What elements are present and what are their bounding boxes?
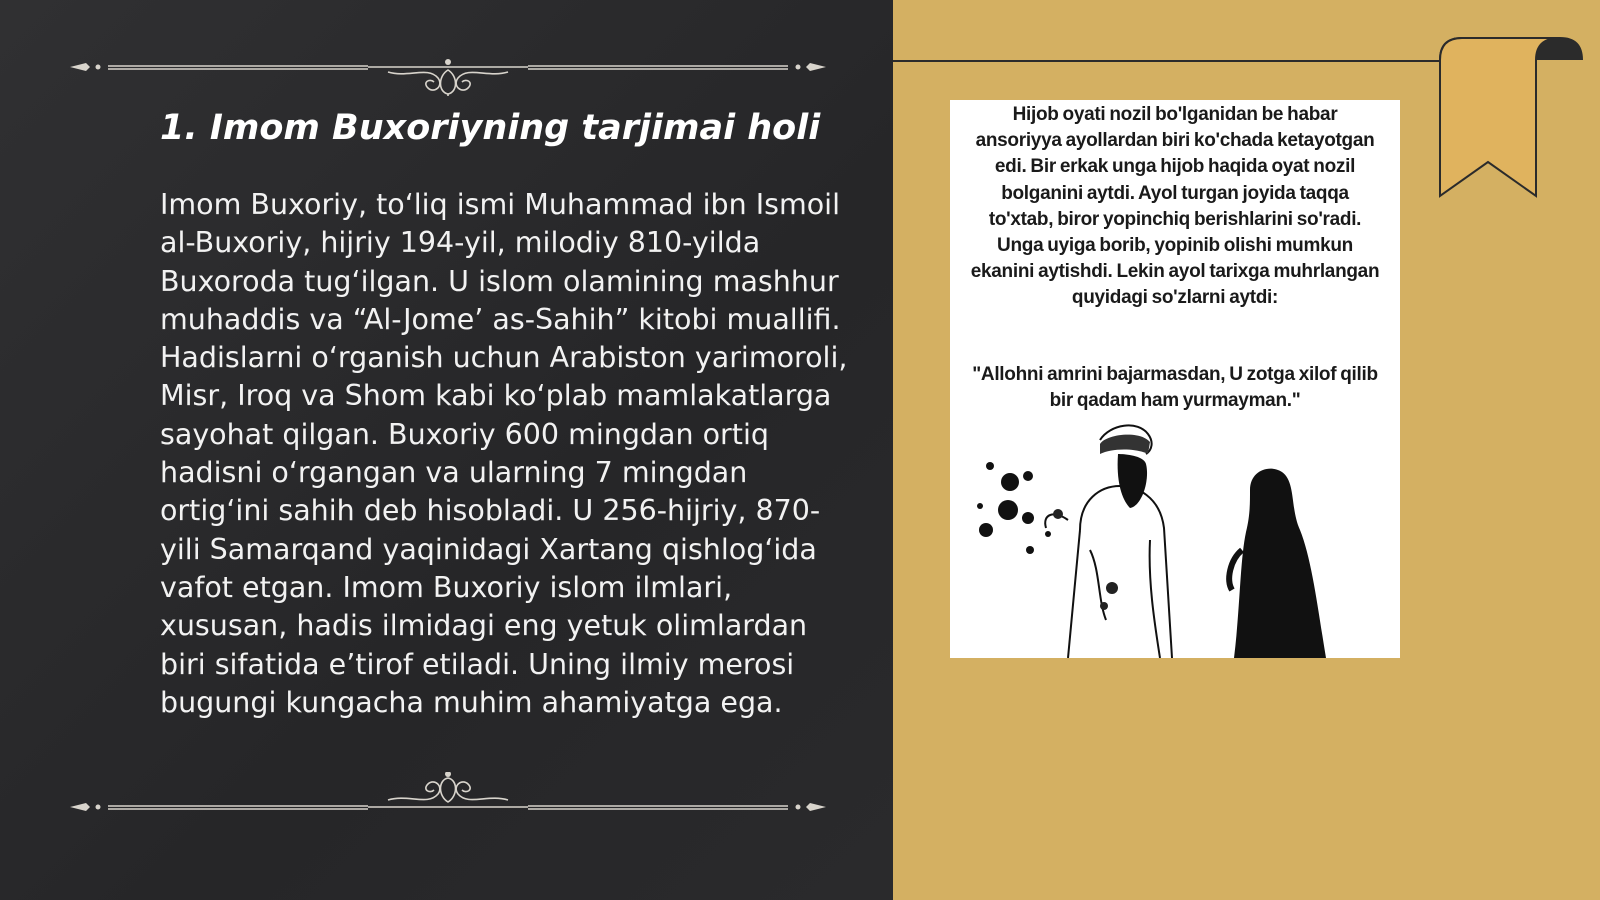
poster-quote-text: "Allohni amrini bajarmasdan, U zotga xilof qilib bir qadam ham yurmayman."	[972, 364, 1378, 412]
poster-story-text: Hijob oyati nozil bo'lganidan be habar ansoriyya ayollardan biri ko'chada ketayotgan edi. Bir erkak unga hijob haqida oyat nozil bolganini aytdi. Ayol turgan joyida taqqa to'xtab, biror yopinchiq berishlarini so'radi. Unga uyiga borib, yopinib olishi mumkun ekanini aytishdi. Lekin ayol tarixga muhrlangan quyidagi so'zlarni aytdi:	[970, 104, 1380, 309]
header-rule	[893, 60, 1453, 62]
ribbon-bookmark-icon	[1430, 30, 1600, 210]
top-scroll-divider-icon	[68, 36, 828, 96]
hijab-story-poster	[950, 100, 1400, 658]
silhouette-illustration-icon	[950, 410, 1400, 658]
slide-title: 1. Imom Buxoriyning tarjimai holi	[160, 108, 821, 148]
bottom-scroll-divider-icon	[68, 772, 828, 832]
biography-paragraph: Imom Buxoriy, to‘liq ismi Muhammad ibn Ismoil al-Buxoriy, hijriy 194-yil, milodiy 810-yilda Buxoroda tug‘ilgan. U islom olamining mashhur muhaddis va “Al-Jome’ as-Sahih” kitobi muallifi. Hadislarni o‘rganish uchun Arabiston yarimoroli, Misr, Iroq va Shom kabi ko‘plab mamlakatlarga sayohat qilgan. Buxoriy 600 mingdan ortiq hadisni o‘rgangan va ularning 7 mingdan ortig‘ini sahih deb hisobladi. U 256-hijriy, 870-yili Samarqand yaqinidagi Xartang qishlog‘ida vafot etgan. Imom Buxoriy islom ilmlari, xususan, hadis ilmidagi eng yetuk olimlardan biri sifatida e’tirof etiladi. Uning ilmiy merosi bugungi kungacha muhim ahamiyatga ega.	[160, 188, 848, 719]
